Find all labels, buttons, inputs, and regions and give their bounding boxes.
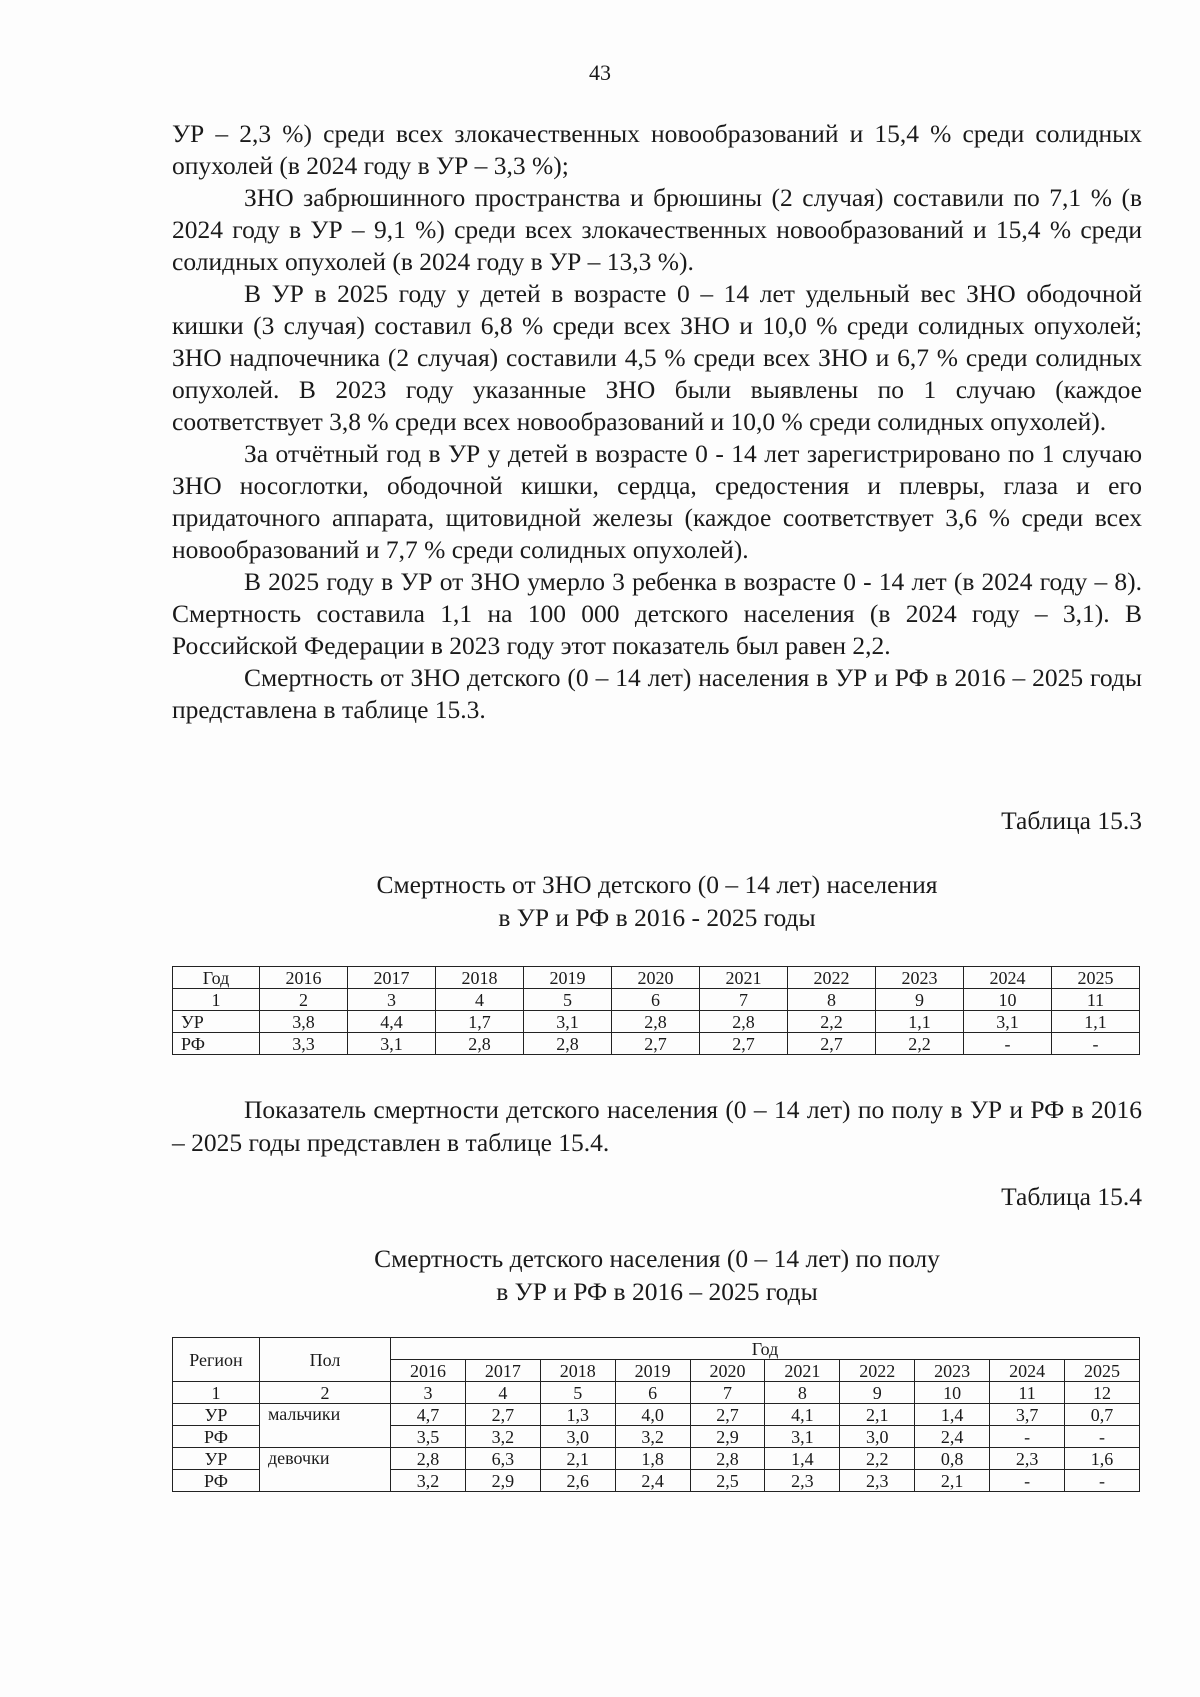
value-cell: 2,5: [690, 1470, 765, 1492]
value-cell: 1,1: [1052, 1011, 1140, 1033]
value-cell: 2,7: [465, 1404, 540, 1426]
value-cell: -: [1052, 1033, 1140, 1055]
value-cell: 4,0: [615, 1404, 690, 1426]
page-number: 43: [589, 60, 611, 85]
paragraph: За отчётный год в УР у детей в возрасте 0 - 14 лет зарегистрировано по 1 случаю ЗНО носоглотки, ободочной кишки, сердца, средостения и плевры, глаза и его придаточного аппарата, щитовидной железы (каждое соответствует 3,6 % среди всех новообразований и 7,7 % среди солидных опухолей).: [172, 439, 1142, 564]
value-cell: 4,4: [348, 1011, 436, 1033]
value-cell: 1,8: [615, 1448, 690, 1470]
paragraph: УР – 2,3 %) среди всех злокачественных новообразований и 15,4 % среди солидных опухолей (в 2024 году в УР – 3,3 %);: [172, 119, 1142, 180]
header-cell-year: Год: [391, 1338, 1140, 1360]
value-cell: 2,8: [700, 1011, 788, 1033]
value-cell: 3,8: [260, 1011, 348, 1033]
header-cell: 2020: [612, 967, 700, 989]
table-caption-15-4: [172, 1242, 1142, 1308]
numbering-cell: 6: [612, 989, 700, 1011]
value-cell: 3,1: [964, 1011, 1052, 1033]
value-cell: 2,8: [612, 1011, 700, 1033]
header-cell: 2023: [876, 967, 964, 989]
value-cell: 2,4: [915, 1426, 990, 1448]
caption-line: в УР и РФ в 2016 - 2025 годы: [498, 903, 816, 932]
mortality-table-15-3: [172, 966, 1140, 1055]
table-header-row: [173, 967, 1140, 989]
value-cell: 3,5: [391, 1426, 466, 1448]
middle-paragraph: [172, 1093, 1142, 1159]
value-cell: -: [1065, 1426, 1140, 1448]
table-numbering-row: [173, 1382, 1140, 1404]
paragraph: Показатель смертности детского населения (0 – 14 лет) по полу в УР и РФ в 2016 – 2025 годы представлен в таблице 15.4.: [172, 1095, 1142, 1157]
header-cell-sex: Пол: [260, 1338, 391, 1382]
numbering-cell: 5: [540, 1382, 615, 1404]
value-cell: 6,3: [465, 1448, 540, 1470]
header-cell: 2025: [1052, 967, 1140, 989]
numbering-cell: 3: [391, 1382, 466, 1404]
numbering-cell: 10: [915, 1382, 990, 1404]
region-cell: РФ: [173, 1033, 260, 1055]
value-cell: 2,1: [540, 1448, 615, 1470]
header-cell: 2024: [964, 967, 1052, 989]
value-cell: -: [964, 1033, 1052, 1055]
value-cell: 3,2: [615, 1426, 690, 1448]
numbering-cell: 4: [465, 1382, 540, 1404]
value-cell: 2,2: [876, 1033, 964, 1055]
numbering-cell: 5: [524, 989, 612, 1011]
table-caption-15-3: [172, 868, 1142, 934]
paragraph: Смертность от ЗНО детского (0 – 14 лет) населения в УР и РФ в 2016 – 2025 годы представлена в таблице 15.3.: [172, 663, 1142, 724]
numbering-cell: 4: [436, 989, 524, 1011]
value-cell: -: [990, 1470, 1065, 1492]
header-cell: 2020: [690, 1360, 765, 1382]
header-cell: 2016: [260, 967, 348, 989]
value-cell: 2,9: [690, 1426, 765, 1448]
numbering-cell: 10: [964, 989, 1052, 1011]
header-cell: 2019: [524, 967, 612, 989]
value-cell: 2,9: [465, 1470, 540, 1492]
header-cell: 2021: [700, 967, 788, 989]
value-cell: 3,0: [540, 1426, 615, 1448]
header-cell: 2017: [465, 1360, 540, 1382]
numbering-cell: 2: [260, 989, 348, 1011]
numbering-cell: 7: [690, 1382, 765, 1404]
value-cell: 0,7: [1065, 1404, 1140, 1426]
value-cell: 2,7: [788, 1033, 876, 1055]
value-cell: 3,7: [990, 1404, 1065, 1426]
sex-cell: мальчики: [260, 1404, 391, 1448]
value-cell: 1,3: [540, 1404, 615, 1426]
paragraph: В УР в 2025 году у детей в возрасте 0 – 14 лет удельный вес ЗНО ободочной кишки (3 случая) составил 6,8 % среди всех ЗНО и 10,0 % среди солидных опухолей; ЗНО надпочечника (2 случая) составили 4,5 % среди всех ЗНО и 6,7 % среди солидных опухолей. В 2023 году указанные ЗНО были выявлены по 1 случаю (каждое соответствует 3,8 % среди всех новообразований и 10,0 % среди солидных опухолей).: [172, 279, 1142, 436]
value-cell: 2,2: [840, 1448, 915, 1470]
numbering-cell: 1: [173, 989, 260, 1011]
value-cell: 0,8: [915, 1448, 990, 1470]
paragraph: ЗНО забрюшинного пространства и брюшины (2 случая) составили по 7,1 % (в 2024 году в УР – 9,1 %) среди всех злокачественных новообразований и 15,4 % среди солидных опухолей (в 2024 году в УР – 13,3 %).: [172, 183, 1142, 276]
region-cell: УР: [173, 1404, 260, 1426]
value-cell: 2,8: [524, 1033, 612, 1055]
table-row: [173, 1404, 1140, 1426]
region-cell: РФ: [173, 1426, 260, 1448]
region-cell: УР: [173, 1011, 260, 1033]
caption-line: Смертность детского населения (0 – 14 лет) по полу: [374, 1244, 940, 1273]
numbering-cell: 7: [700, 989, 788, 1011]
table-row: [173, 1011, 1140, 1033]
value-cell: 2,7: [690, 1404, 765, 1426]
value-cell: 3,0: [840, 1426, 915, 1448]
value-cell: -: [1065, 1470, 1140, 1492]
body-text: [172, 118, 1142, 726]
value-cell: 2,8: [690, 1448, 765, 1470]
value-cell: 1,4: [915, 1404, 990, 1426]
region-cell: РФ: [173, 1470, 260, 1492]
region-cell: УР: [173, 1448, 260, 1470]
table-row: [173, 1448, 1140, 1470]
table-row: [173, 1033, 1140, 1055]
numbering-cell: 2: [260, 1382, 391, 1404]
table-label-15-3: Таблица 15.3: [1001, 806, 1142, 835]
value-cell: 2,3: [765, 1470, 840, 1492]
numbering-cell: 9: [840, 1382, 915, 1404]
value-cell: 2,6: [540, 1470, 615, 1492]
header-cell: 2019: [615, 1360, 690, 1382]
value-cell: 2,4: [615, 1470, 690, 1492]
header-cell: 2021: [765, 1360, 840, 1382]
value-cell: 2,8: [436, 1033, 524, 1055]
header-cell: 2025: [1065, 1360, 1140, 1382]
header-cell-year: Год: [173, 967, 260, 989]
value-cell: 3,2: [391, 1470, 466, 1492]
value-cell: 2,7: [612, 1033, 700, 1055]
numbering-cell: 9: [876, 989, 964, 1011]
value-cell: 2,1: [915, 1470, 990, 1492]
value-cell: -: [990, 1426, 1065, 1448]
header-cell: 2022: [840, 1360, 915, 1382]
value-cell: 1,1: [876, 1011, 964, 1033]
value-cell: 3,3: [260, 1033, 348, 1055]
header-cell: 2016: [391, 1360, 466, 1382]
value-cell: 1,4: [765, 1448, 840, 1470]
sex-cell: девочки: [260, 1448, 391, 1492]
header-cell: 2018: [540, 1360, 615, 1382]
numbering-cell: 8: [765, 1382, 840, 1404]
header-cell: 2017: [348, 967, 436, 989]
value-cell: 2,7: [700, 1033, 788, 1055]
value-cell: 2,8: [391, 1448, 466, 1470]
value-cell: 3,1: [765, 1426, 840, 1448]
value-cell: 3,2: [465, 1426, 540, 1448]
numbering-cell: 12: [1065, 1382, 1140, 1404]
value-cell: 2,2: [788, 1011, 876, 1033]
paragraph: В 2025 году в УР от ЗНО умерло 3 ребенка в возрасте 0 - 14 лет (в 2024 году – 8). Смертность составила 1,1 на 100 000 детского населения (в 2024 году – 3,1). В Российской Федерации в 2023 году этот показатель был равен 2,2.: [172, 567, 1142, 660]
numbering-cell: 6: [615, 1382, 690, 1404]
caption-line: Смертность от ЗНО детского (0 – 14 лет) населения: [376, 870, 938, 899]
numbering-cell: 8: [788, 989, 876, 1011]
mortality-by-sex-table-15-4: [172, 1337, 1140, 1492]
value-cell: 1,6: [1065, 1448, 1140, 1470]
table-header-row: [173, 1338, 1140, 1360]
value-cell: 2,1: [840, 1404, 915, 1426]
value-cell: 4,1: [765, 1404, 840, 1426]
numbering-cell: 1: [173, 1382, 260, 1404]
value-cell: 1,7: [436, 1011, 524, 1033]
table-numbering-row: [173, 989, 1140, 1011]
value-cell: 3,1: [524, 1011, 612, 1033]
header-cell-region: Регион: [173, 1338, 260, 1382]
value-cell: 4,7: [391, 1404, 466, 1426]
header-cell: 2022: [788, 967, 876, 989]
caption-line: в УР и РФ в 2016 – 2025 годы: [496, 1277, 818, 1306]
header-cell: 2023: [915, 1360, 990, 1382]
value-cell: 3,1: [348, 1033, 436, 1055]
value-cell: 2,3: [840, 1470, 915, 1492]
numbering-cell: 11: [990, 1382, 1065, 1404]
header-cell: 2024: [990, 1360, 1065, 1382]
numbering-cell: 11: [1052, 989, 1140, 1011]
header-cell: 2018: [436, 967, 524, 989]
numbering-cell: 3: [348, 989, 436, 1011]
table-label-15-4: Таблица 15.4: [1001, 1182, 1142, 1211]
value-cell: 2,3: [990, 1448, 1065, 1470]
